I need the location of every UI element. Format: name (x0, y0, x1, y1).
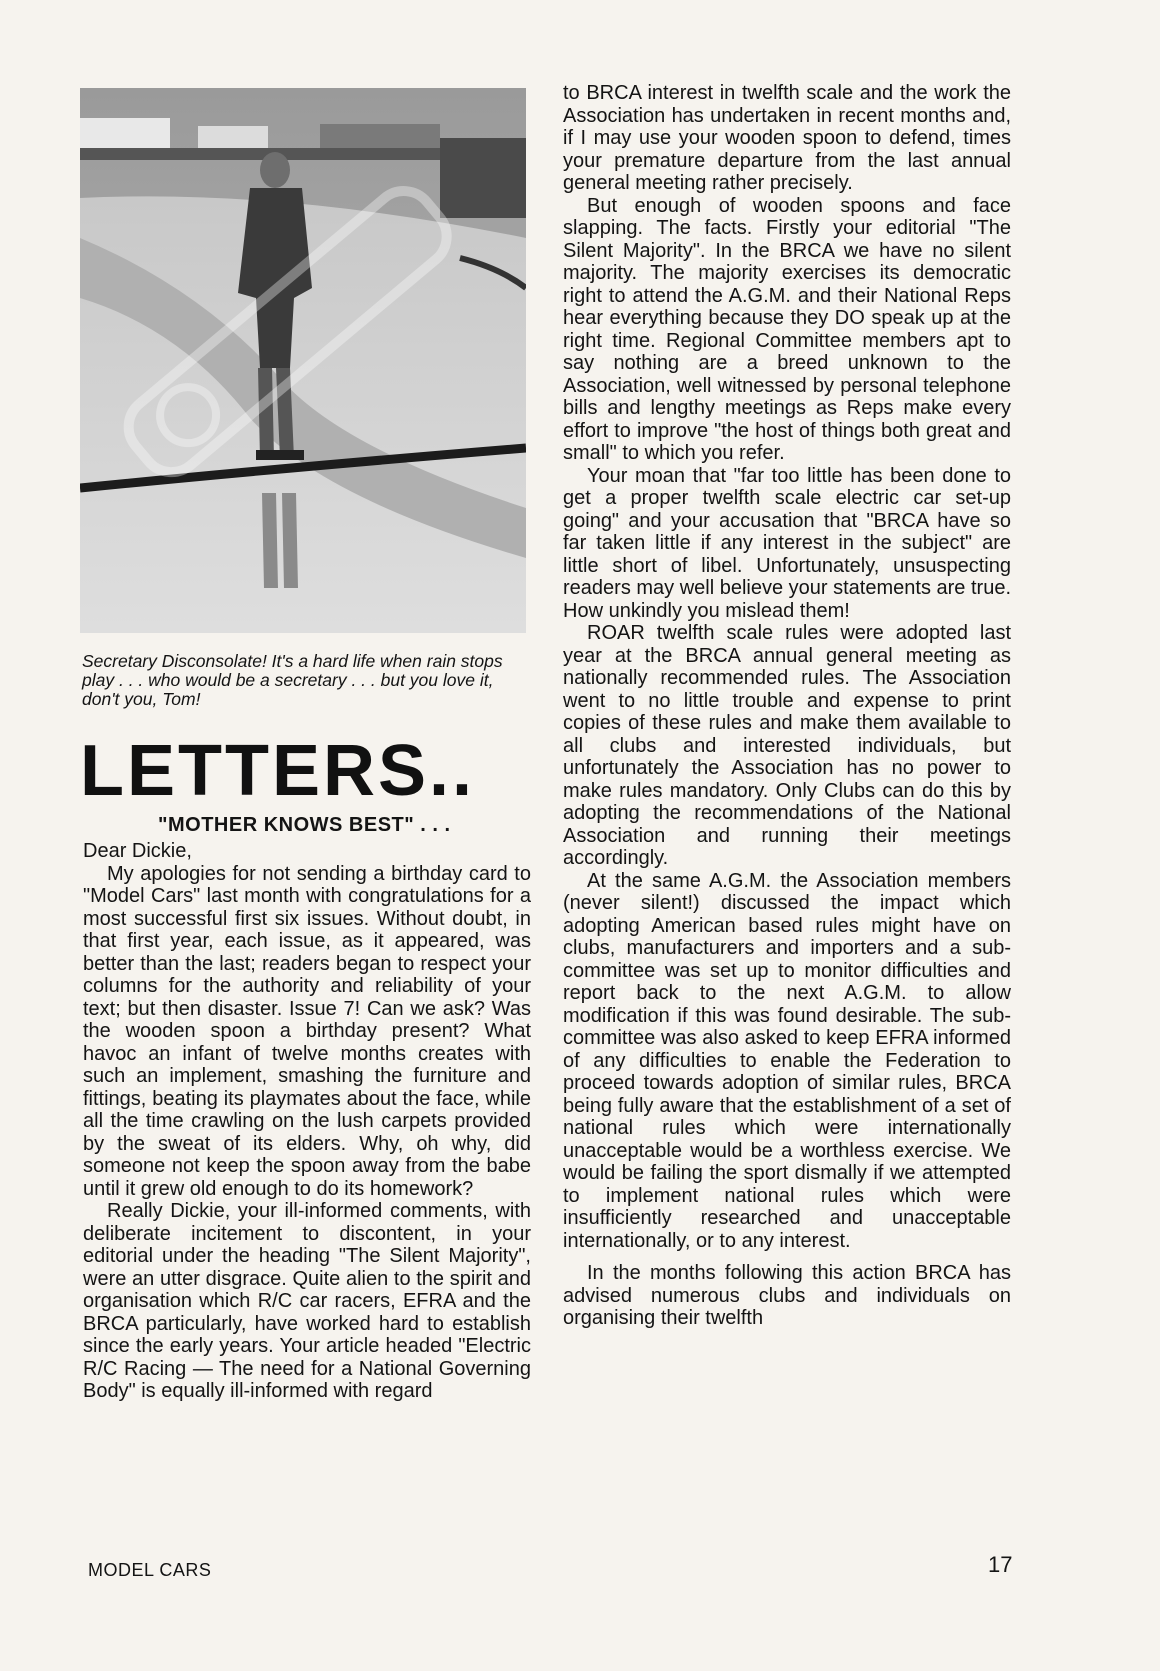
letter-paragraph: My apologies for not sending a birthday card to "Model Cars" last month with congratulations for a most successful first six issues. Without doubt, in that first year, each issue, as it appeared, was better than the last; readers began to respect your columns for the authority and reliability of your text; but then disaster. Issue 7! Can we ask? Was the wooden spoon a birthday present? What havoc an infant of twelve months creates with such an implement, smashing the furniture and fittings, beating its playmates about the face, while all the time crawling on the lush carpets provided by the sweat of its elders. Why, oh why, did someone not keep the spoon away from the babe until it grew old enough to do its homework? (83, 862, 531, 1200)
page-number: 17 (988, 1552, 1013, 1577)
letter-paragraph: In the months following this action BRCA has advised numerous clubs and individuals on organising their twelfth (563, 1262, 1011, 1329)
letter-paragraph: ROAR twelfth scale rules were adopted last year at the BRCA annual general meeting as nationally recommended rules. The Association went to no little trouble and expense to print copies of these rules and make them available to all clubs and interested individuals, but unfortunately the Association has no power to make rules mandatory. Only Clubs can do this by adopting the recommendations of the National Association and running their meetings accordingly. (563, 622, 1011, 869)
letter-paragraph: At the same A.G.M. the Association members (never silent!) discussed the impact which adopting American based rules might have on clubs, manufacturers and importers and a sub-committee was set up to monitor difficulties and report back to the next A.G.M. to allow modification if this was found desirable. The sub-committee was also asked to keep EFRA informed of any difficulties to enable the Federation to proceed towards adoption of similar rules, BRCA being fully aware that the establishment of a set of national rules which were internationally unacceptable would be a worthless exercise. We would be failing the sport dismally if we attempted to implement national rules which were insufficiently researched and unacceptable internationally, or to any interest. (563, 869, 1011, 1252)
letter-subhead: "MOTHER KNOWS BEST" . . . (158, 814, 451, 836)
page-title: LETTERS.. (80, 731, 476, 811)
letter-paragraph: Really Dickie, your ill-informed comments, with deliberate incitement to discontent, in your editorial under the heading "The Silent Majority", were an utter disgrace. Quite alien to the spirit and organisation which R/C car racers, EFRA and the BRCA particularly, have worked hard to establish since the early years. Your article headed "Electric R/C Racing — The need for a National Governing Body" is equally ill-informed with regard (83, 1200, 531, 1402)
rain-track-photo (80, 88, 526, 633)
photo-caption: Secretary Disconsolate! It's a hard life when rain stops play . . . who would be a secretary . . . but you love it, don't you, Tom! (82, 651, 503, 709)
letter-paragraph: to BRCA interest in twelfth scale and the work the Association has undertaken in recent months and, if I may use your wooden spoon to defend, times your premature departure from the last annual general meeting rather precisely. (563, 82, 1011, 194)
letter-column-right (563, 82, 1011, 1330)
letter-salutation: Dear Dickie, (83, 840, 192, 862)
letter-paragraph: Your moan that "far too little has been done to get a proper twelfth scale electric car set-up going" and your accusation that "BRCA have so far taken little if any interest in the subject" are little short of libel. Unfortunately, unsuspecting readers may well believe your statements are true. How unkindly you mislead them! (563, 464, 1011, 622)
letter-column-left (83, 840, 531, 1403)
magazine-name: MODEL CARS (88, 1560, 212, 1580)
photo-illustration (80, 88, 526, 633)
letter-paragraph: But enough of wooden spoons and face slapping. The facts. Firstly your editorial "The Silent Majority". In the BRCA we have no silent majority. The majority exercises its democratic right to attend the A.G.M. and their National Reps hear everything because they DO speak up at the right time. Regional Committee members apt to say nothing are a breed unknown to the Association, well witnessed by personal telephone bills and lengthy meetings as Reps make every effort to improve "the host of things both great and small" to which you refer. (563, 194, 1011, 464)
